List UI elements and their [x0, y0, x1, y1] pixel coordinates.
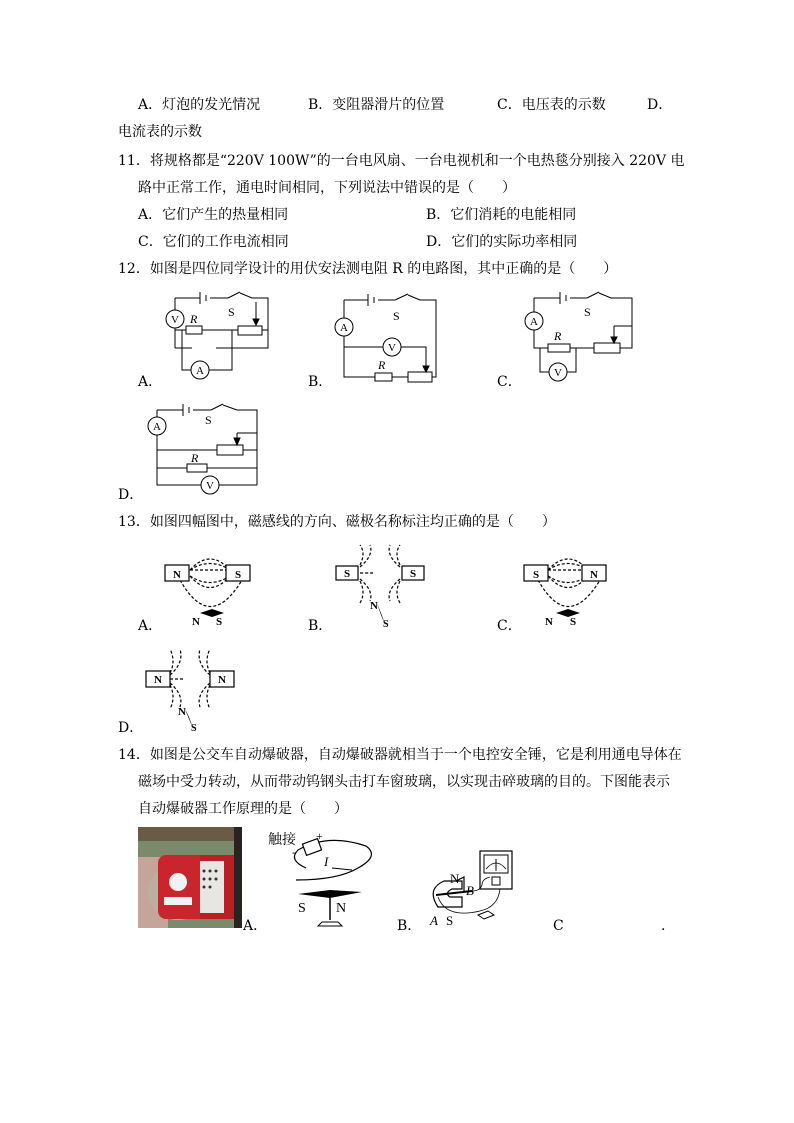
pole-n-label: N: [154, 674, 162, 686]
q14-label-c: C: [553, 918, 564, 934]
voltmeter-symbol: V: [171, 314, 179, 326]
compass-s-label: S: [383, 619, 389, 630]
compass-s-label: S: [216, 616, 223, 628]
q14-stem-line2: 磁场中受力转动，从而带动钨钢头击打车窗玻璃，以实现击碎玻璃的目的。下图能表示: [138, 774, 670, 790]
q10-option-d-cont: 电流表的示数: [118, 124, 202, 140]
q11-option-a: A．它们产生的热量相同: [138, 207, 289, 223]
voltmeter-symbol: V: [388, 342, 396, 354]
compass-n-label: N: [545, 616, 553, 628]
q14-figure-b: [420, 845, 540, 930]
compass-n-label: N: [192, 616, 200, 628]
magnet-s-label: S: [446, 913, 454, 928]
q12-circuit-c: [520, 288, 640, 383]
q12-label-a: A．: [138, 374, 163, 390]
breaker-photo: [138, 827, 242, 928]
resistor-label: R: [554, 329, 562, 343]
q12-circuit-b: [330, 290, 450, 385]
touch-label: 触接: [268, 833, 296, 848]
minus-label: -: [292, 845, 296, 859]
needle-s-label: S: [298, 901, 306, 916]
q14-stem-line1: 14．如图是公交车自动爆破器，自动爆破器就相当于一个电控安全锤，它是利用通电导体在: [118, 747, 682, 763]
q11-option-d: D．它们的实际功率相同: [426, 234, 578, 250]
pole-s-label: S: [234, 569, 242, 581]
q10-option-d: D．: [647, 97, 673, 113]
q13-label-c: C．: [497, 618, 522, 634]
ammeter-symbol: A: [530, 316, 538, 328]
q14-label-a: A．: [243, 918, 268, 934]
ammeter-symbol: A: [153, 421, 161, 433]
magnet-n-label: N: [450, 871, 460, 886]
switch-label: S: [205, 413, 212, 427]
compass-n-label: N: [370, 600, 378, 612]
q13-stem: 13．如图四幅图中，磁感线的方向、磁极名称标注均正确的是（ ）: [118, 514, 556, 530]
pole-n-label: N: [590, 569, 598, 581]
pole-n-label: N: [218, 674, 226, 686]
pole-n-label: N: [173, 569, 181, 581]
ammeter-symbol: A: [340, 322, 348, 334]
conductor-b-label: B: [466, 883, 474, 898]
q12-label-c: C．: [497, 374, 522, 390]
voltmeter-symbol: V: [554, 367, 562, 379]
q12-label-b: B．: [308, 374, 333, 390]
compass-s-label: S: [570, 616, 577, 628]
conductor-a-label: A: [430, 913, 438, 928]
q14-trailing-dot: .: [661, 918, 666, 934]
q13-magnet-a: [160, 543, 260, 628]
q13-magnet-d: [140, 643, 240, 733]
q10-option-a: A．灯泡的发光情况: [138, 97, 261, 113]
q13-label-b: B．: [308, 618, 333, 634]
switch-label: S: [584, 305, 591, 319]
ammeter-symbol: A: [196, 365, 204, 377]
q10-option-c: C．电压表的示数: [497, 97, 606, 113]
resistor-label: R: [190, 312, 198, 326]
pole-s-label: S: [409, 568, 417, 580]
current-label: I: [324, 854, 329, 869]
switch-label: S: [393, 309, 400, 323]
q11-option-c: C．它们的工作电流相同: [138, 234, 289, 250]
needle-n-label: N: [336, 901, 347, 916]
switch-label: S: [228, 305, 235, 319]
pole-s-label: S: [532, 569, 540, 581]
q11-option-b: B．它们消耗的电能相同: [426, 207, 577, 223]
q11-stem-line1: 11．将规格都是“220V 100W”的一台电风扇、一台电视机和一个电热毯分别接入 220V 电: [118, 153, 685, 169]
compass-s-label: S: [191, 723, 197, 734]
q14-label-b: B．: [397, 918, 422, 934]
voltmeter-symbol: V: [206, 480, 214, 492]
plus-label: +: [316, 829, 323, 843]
q12-stem: 12．如图是四位同学设计的用伏安法测电阻 R 的电路图，其中正确的是（ ）: [118, 261, 618, 277]
q13-magnet-c: [518, 543, 618, 628]
q12-circuit-d: [145, 400, 265, 500]
q14-figure-a: [268, 828, 393, 930]
resistor-label: R: [378, 358, 386, 372]
pole-s-label: S: [343, 568, 351, 580]
q14-stem-line3: 自动爆破器工作原理的是（ ）: [138, 801, 348, 817]
q11-stem-line2: 路中正常工作，通电时间相同，下列说法中错误的是（ ）: [138, 180, 516, 196]
q12-circuit-a: [160, 288, 280, 383]
compass-n-label: N: [178, 706, 186, 718]
q13-label-d: D．: [118, 720, 144, 736]
q12-label-d: D．: [118, 487, 144, 503]
resistor-label: R: [191, 451, 199, 465]
q13-label-a: A．: [138, 618, 163, 634]
q13-magnet-b: [330, 543, 430, 628]
q10-option-b: B．变阻器滑片的位置: [308, 97, 445, 113]
